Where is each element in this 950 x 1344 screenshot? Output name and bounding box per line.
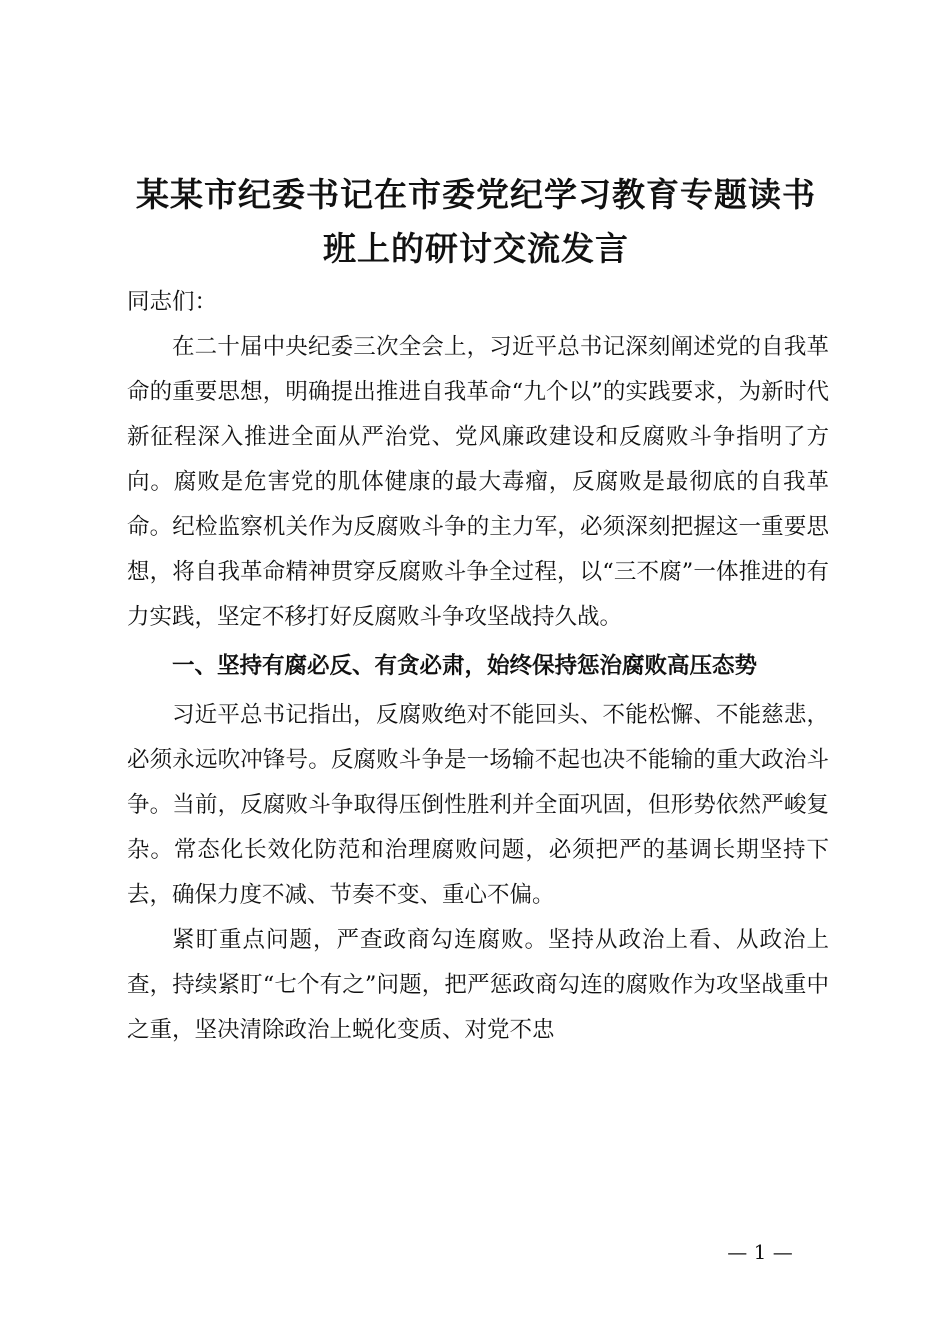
title-line-1: 某某市纪委书记在市委党纪学习教育专题读书 bbox=[136, 175, 816, 214]
section-1-paragraph-1: 习近平总书记指出，反腐败绝对不能回头、不能松懈、不能慈悲，必须永远吹冲锋号。反腐败斗争是一场输不起也决不能输的重大政治斗争。当前，反腐败斗争取得压倒性胜利并全面巩固，但形势依然严峻复杂。常态化长效化防范和治理腐败问题，必须把严的基调长期坚持下去，确保力度不减、节奏不变、重心不偏。 bbox=[127, 702, 829, 908]
document-body bbox=[127, 280, 829, 1053]
section-1-paragraph-2: 紧盯重点问题，严查政商勾连腐败。坚持从政治上看、从政治上查，持续紧盯“七个有之”问题，把严惩政商勾连的腐败作为攻坚战重中之重，坚决清除政治上蜕化变质、对党不忠 bbox=[127, 927, 829, 1043]
document-title bbox=[120, 168, 832, 276]
section-heading-1: 一、坚持有腐必反、有贪必肃，始终保持惩治腐败高压态势 bbox=[172, 653, 758, 679]
page-number: — 1 — bbox=[727, 1240, 793, 1264]
greeting: 同志们： bbox=[127, 289, 218, 315]
title-line-2: 班上的研讨交流发言 bbox=[323, 229, 629, 268]
intro-paragraph: 在二十届中央纪委三次全会上，习近平总书记深刻阐述党的自我革命的重要思想，明确提出推进自我革命“九个以”的实践要求，为新时代新征程深入推进全面从严治党、党风廉政建设和反腐败斗争指明了方向。腐败是危害党的肌体健康的最大毒瘤，反腐败是最彻底的自我革命。纪检监察机关作为反腐败斗争的主力军，必须深刻把握这一重要思想，将自我革命精神贯穿反腐败斗争全过程，以“三不腐”一体推进的有力实践，坚定不移打好反腐败斗争攻坚战持久战。 bbox=[127, 334, 829, 630]
